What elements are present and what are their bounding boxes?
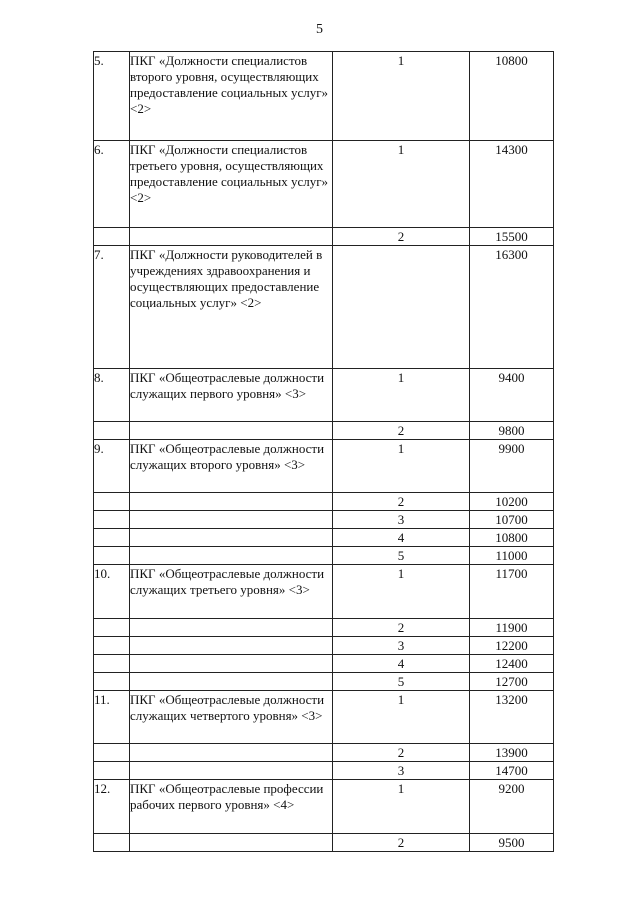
qualification-level: 2 bbox=[333, 422, 470, 440]
row-number: 7. bbox=[94, 246, 130, 369]
group-name bbox=[130, 637, 333, 655]
qualification-level: 3 bbox=[333, 762, 470, 780]
salary-value: 9900 bbox=[470, 440, 554, 493]
row-number bbox=[94, 744, 130, 762]
table-row bbox=[94, 780, 554, 834]
table-row bbox=[94, 228, 554, 246]
group-name bbox=[130, 762, 333, 780]
group-name bbox=[130, 511, 333, 529]
salary-value: 14700 bbox=[470, 762, 554, 780]
group-name bbox=[130, 619, 333, 637]
row-number: 11. bbox=[94, 691, 130, 744]
group-name: ПКГ «Должности руководителей в учреждениях здравоохранения и осуществляющих предоставление социальных услуг» <2> bbox=[130, 246, 333, 369]
qualification-level: 2 bbox=[333, 834, 470, 852]
salary-value: 12700 bbox=[470, 673, 554, 691]
row-number bbox=[94, 422, 130, 440]
salary-table bbox=[93, 51, 554, 852]
qualification-level: 1 bbox=[333, 52, 470, 141]
page-number: 5 bbox=[316, 22, 323, 37]
group-name bbox=[130, 547, 333, 565]
salary-value: 10200 bbox=[470, 493, 554, 511]
table-row bbox=[94, 762, 554, 780]
table-row bbox=[94, 493, 554, 511]
row-number bbox=[94, 637, 130, 655]
qualification-level: 4 bbox=[333, 655, 470, 673]
salary-value: 9800 bbox=[470, 422, 554, 440]
table-row bbox=[94, 655, 554, 673]
salary-value: 13200 bbox=[470, 691, 554, 744]
group-name bbox=[130, 673, 333, 691]
salary-value: 12400 bbox=[470, 655, 554, 673]
group-name: ПКГ «Общеотраслевые должности служащих третьего уровня» <3> bbox=[130, 565, 333, 619]
row-number bbox=[94, 834, 130, 852]
table-row bbox=[94, 673, 554, 691]
qualification-level: 2 bbox=[333, 228, 470, 246]
qualification-level: 5 bbox=[333, 547, 470, 565]
table-row bbox=[94, 440, 554, 493]
qualification-level: 1 bbox=[333, 691, 470, 744]
salary-value: 10800 bbox=[470, 52, 554, 141]
salary-value: 15500 bbox=[470, 228, 554, 246]
group-name: ПКГ «Общеотраслевые должности служащих второго уровня» <3> bbox=[130, 440, 333, 493]
row-number: 12. bbox=[94, 780, 130, 834]
salary-value: 9400 bbox=[470, 369, 554, 422]
group-name: ПКГ «Должности специалистов второго уровня, осуществляющих предоставление социальных услуг» <2> bbox=[130, 52, 333, 141]
row-number bbox=[94, 619, 130, 637]
group-name bbox=[130, 834, 333, 852]
group-name bbox=[130, 228, 333, 246]
salary-value: 13900 bbox=[470, 744, 554, 762]
row-number bbox=[94, 762, 130, 780]
table-row bbox=[94, 547, 554, 565]
row-number: 10. bbox=[94, 565, 130, 619]
table-row bbox=[94, 369, 554, 422]
table-row bbox=[94, 619, 554, 637]
qualification-level: 4 bbox=[333, 529, 470, 547]
qualification-level: 2 bbox=[333, 493, 470, 511]
row-number bbox=[94, 228, 130, 246]
group-name bbox=[130, 744, 333, 762]
row-number: 8. bbox=[94, 369, 130, 422]
salary-value: 16300 bbox=[470, 246, 554, 369]
salary-value: 9500 bbox=[470, 834, 554, 852]
row-number bbox=[94, 529, 130, 547]
table-row bbox=[94, 744, 554, 762]
table-row bbox=[94, 511, 554, 529]
qualification-level: 1 bbox=[333, 440, 470, 493]
salary-value: 12200 bbox=[470, 637, 554, 655]
salary-value: 11700 bbox=[470, 565, 554, 619]
table-row bbox=[94, 422, 554, 440]
row-number: 9. bbox=[94, 440, 130, 493]
qualification-level: 5 bbox=[333, 673, 470, 691]
table-row bbox=[94, 52, 554, 141]
row-number bbox=[94, 655, 130, 673]
salary-value: 9200 bbox=[470, 780, 554, 834]
salary-value: 14300 bbox=[470, 141, 554, 228]
group-name bbox=[130, 493, 333, 511]
row-number bbox=[94, 673, 130, 691]
group-name: ПКГ «Должности специалистов третьего уровня, осуществляющих предоставление социальных услуг» <2> bbox=[130, 141, 333, 228]
table-row bbox=[94, 141, 554, 228]
row-number: 6. bbox=[94, 141, 130, 228]
group-name: ПКГ «Общеотраслевые должности служащих четвертого уровня» <3> bbox=[130, 691, 333, 744]
qualification-level: 3 bbox=[333, 637, 470, 655]
table-row bbox=[94, 565, 554, 619]
group-name: ПКГ «Общеотраслевые должности служащих первого уровня» <3> bbox=[130, 369, 333, 422]
qualification-level: 1 bbox=[333, 780, 470, 834]
salary-value: 11000 bbox=[470, 547, 554, 565]
table-row bbox=[94, 246, 554, 369]
qualification-level bbox=[333, 246, 470, 369]
row-number: 5. bbox=[94, 52, 130, 141]
table-row bbox=[94, 834, 554, 852]
qualification-level: 3 bbox=[333, 511, 470, 529]
salary-value: 10800 bbox=[470, 529, 554, 547]
table-row bbox=[94, 529, 554, 547]
salary-value: 11900 bbox=[470, 619, 554, 637]
salary-value: 10700 bbox=[470, 511, 554, 529]
qualification-level: 2 bbox=[333, 744, 470, 762]
row-number bbox=[94, 511, 130, 529]
qualification-level: 2 bbox=[333, 619, 470, 637]
group-name bbox=[130, 655, 333, 673]
qualification-level: 1 bbox=[333, 369, 470, 422]
table-row bbox=[94, 637, 554, 655]
row-number bbox=[94, 493, 130, 511]
group-name: ПКГ «Общеотраслевые профессии рабочих первого уровня» <4> bbox=[130, 780, 333, 834]
group-name bbox=[130, 529, 333, 547]
qualification-level: 1 bbox=[333, 141, 470, 228]
qualification-level: 1 bbox=[333, 565, 470, 619]
group-name bbox=[130, 422, 333, 440]
row-number bbox=[94, 547, 130, 565]
table-row bbox=[94, 691, 554, 744]
